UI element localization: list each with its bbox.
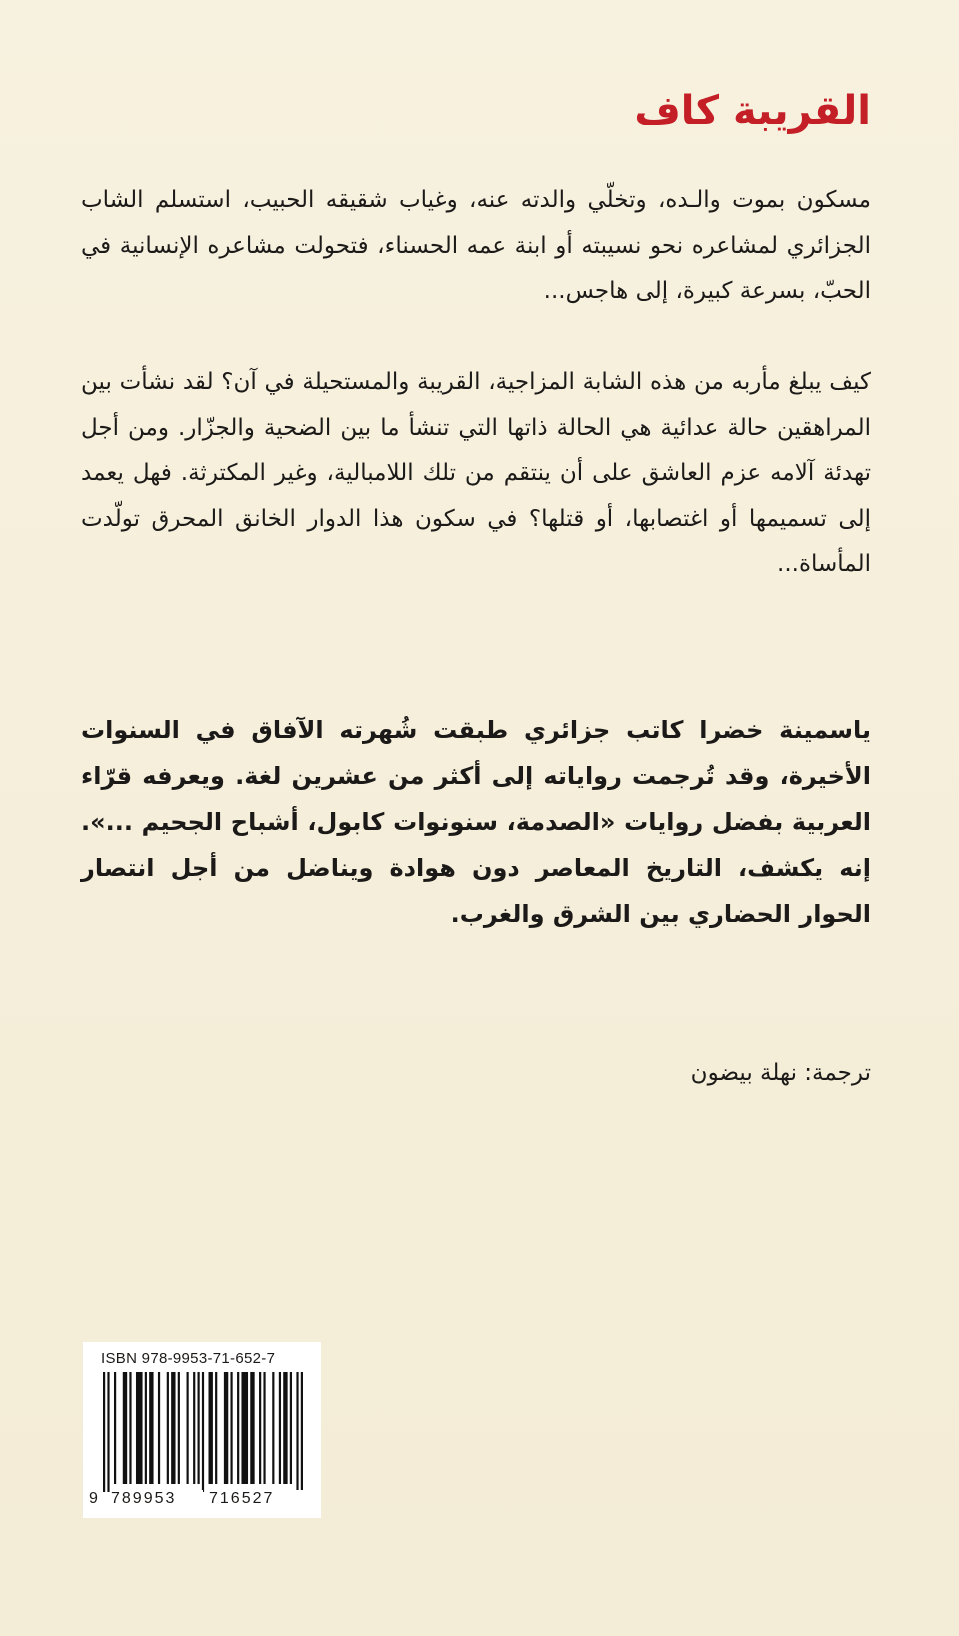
barcode-bar bbox=[279, 1372, 281, 1484]
barcode-bar bbox=[123, 1372, 127, 1484]
barcode-bar bbox=[158, 1372, 160, 1484]
barcode-bar bbox=[149, 1372, 153, 1484]
isbn-barcode bbox=[83, 1342, 321, 1518]
barcode-bar bbox=[193, 1372, 195, 1484]
barcode-bar bbox=[290, 1372, 292, 1484]
translator-credit: ترجمة: نهلة بيضون bbox=[690, 1060, 871, 1086]
author-bio: ياسمينة خضرا كاتب جزائري طبقت شُهرته الآفاق في السنوات الأخيرة، وقد تُرجمت رواياته إلى أكثر من عشرين لغة. ويعرفه قرّاء العربية بفضل روايات «الصدمة، سنونوات كابول، أشباح الجحيم ...». إنه يكشف، التاريخ المعاصر دون هوادة ويناضل من أجل انتصار الحوار الحضاري بين الشرق والغرب. bbox=[81, 716, 871, 928]
barcode-digit-first: 9 bbox=[89, 1490, 98, 1507]
barcode-bar bbox=[215, 1372, 217, 1484]
barcode-bar bbox=[136, 1372, 143, 1484]
barcode-bar bbox=[171, 1372, 175, 1484]
barcode-digits-group-1: 789953 bbox=[111, 1490, 203, 1508]
barcode-bar bbox=[129, 1372, 131, 1484]
book-title: القريبة كاف bbox=[634, 88, 871, 134]
barcode-bar bbox=[263, 1372, 265, 1484]
barcode-bar bbox=[187, 1372, 189, 1484]
barcode-bar bbox=[103, 1372, 105, 1492]
synopsis-paragraph-1: مسكون بموت والـده، وتخلّي والدته عنه، وغياب شقيقه الحبيب، استسلم الشاب الجزائري لمشاعره نحو نسيبته أو ابنة عمه الحسناء، فتحولت مشاعره الإنسانية في الحبّ، بسرعة كبيرة، إلى هاجس... bbox=[81, 187, 871, 304]
barcode-bar bbox=[241, 1372, 248, 1484]
barcode-bar bbox=[250, 1372, 254, 1484]
barcode-bar bbox=[198, 1372, 200, 1484]
barcode-bar bbox=[114, 1372, 116, 1484]
barcode-bar bbox=[237, 1372, 239, 1484]
barcode-digits-group-2: 716527 bbox=[209, 1490, 305, 1508]
barcode-bar bbox=[272, 1372, 274, 1484]
barcode-bar bbox=[178, 1372, 180, 1484]
barcode-bar bbox=[224, 1372, 228, 1484]
synopsis-paragraph-2: كيف يبلغ مأربه من هذه الشابة المزاجية، القريبة والمستحيلة في آن؟ لقد نشأت بين المراهقين حالة عدائية هي الحالة ذاتها التي تنشأ ما بين الضحية والجزّار. ومن أجل تهدئة آلامه عزم العاشق على أن ينتقم من تلك اللامبالية، وغير المكترثة. فهل يعمد إلى تسميمها أو اغتصابها، أو قتلها؟ في سكون هذا الدوار الخانق المحرق تولّدت المأساة... bbox=[81, 369, 871, 577]
isbn-label: ISBN 978-9953-71-652-7 bbox=[101, 1350, 276, 1367]
barcode-bar bbox=[301, 1372, 303, 1492]
barcode-bar bbox=[283, 1372, 287, 1484]
barcode-bar bbox=[145, 1372, 147, 1484]
barcode-bar bbox=[107, 1372, 109, 1492]
barcode-bar bbox=[259, 1372, 261, 1484]
barcode-bar bbox=[202, 1372, 204, 1492]
barcode-bar bbox=[296, 1372, 298, 1492]
barcode-bars bbox=[103, 1372, 303, 1492]
barcode-bar bbox=[208, 1372, 212, 1484]
barcode-bar bbox=[230, 1372, 232, 1484]
barcode-bar bbox=[167, 1372, 169, 1484]
